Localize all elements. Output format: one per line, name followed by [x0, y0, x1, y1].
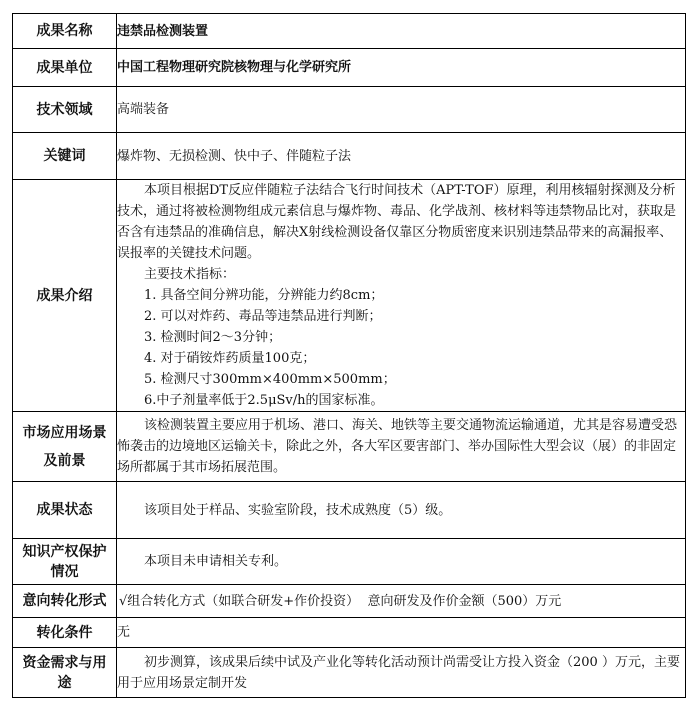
- indicator-item: 2. 可以对炸药、毒品等违禁品进行判断；: [144, 309, 382, 324]
- label-field: 技术领域: [13, 87, 117, 133]
- indicator-item: 1. 具备空间分辨功能，分辨能力约8cm；: [144, 288, 384, 303]
- value-status: [117, 482, 686, 539]
- value-unit: 中国工程物理研究院核物理与化学研究所: [117, 49, 686, 87]
- indicators-title: 主要技术指标：: [144, 267, 236, 282]
- value-ip: [117, 539, 686, 585]
- row-status: [13, 482, 686, 539]
- label-funding-line1: 资金需求与用: [22, 654, 107, 671]
- value-transfer-form: √组合转化方式（如联合研发+作价投资） 意向研发及作价金额（500）万元: [117, 585, 686, 618]
- row-transfer-form: [13, 585, 686, 618]
- indicator-item: 3. 检测时间2～3分钟；: [144, 330, 282, 345]
- label-market-line1: 市场应用场景: [22, 424, 107, 441]
- ip-text: 本项目未申请相关专利。: [144, 554, 288, 569]
- value-keywords: 爆炸物、无损检测、快中子、伴随粒子法: [117, 133, 686, 180]
- value-funding: [117, 648, 686, 698]
- market-text: 该检测装置主要应用于机场、港口、海关、地铁等主要交通物流运输通道，尤其是容易遭受恐怖袭击的边境地区运输关卡，除此之外，各大军区要害部门、举办国际性大型会议（展）的非固定场所都属于其市场拓展范围。: [117, 418, 678, 475]
- label-market-line2: 及前景: [43, 452, 86, 469]
- value-field: 高端装备: [117, 87, 686, 133]
- row-market: [13, 412, 686, 482]
- label-keywords: 关键词: [13, 133, 117, 180]
- label-intro: 成果介绍: [13, 180, 117, 412]
- row-keywords: [13, 133, 686, 180]
- value-intro: [117, 180, 686, 412]
- label-ip-line1: 知识产权保护: [22, 543, 107, 560]
- label-funding: [13, 648, 117, 698]
- row-intro: [13, 180, 686, 412]
- row-field: [13, 87, 686, 133]
- funding-text: 初步测算，该成果后续中试及产业化等转化活动预计尚需受让方投入资金（200 ）万元，主要用于应用场景定制开发: [117, 654, 680, 691]
- row-name: [13, 14, 686, 49]
- achievement-form-table: [12, 13, 686, 698]
- indicator-item: 6.中子剂量率低于2.5μSv/h的国家标准。: [144, 393, 384, 408]
- label-conditions: 转化条件: [13, 618, 117, 648]
- row-ip: [13, 539, 686, 585]
- value-name: 违禁品检测装置: [117, 14, 686, 49]
- label-market: [13, 412, 117, 482]
- label-name: 成果名称: [13, 14, 117, 49]
- label-ip: [13, 539, 117, 585]
- label-ip-line2: 情况: [50, 563, 79, 580]
- label-transfer-form: 意向转化形式: [13, 585, 117, 618]
- value-market: [117, 412, 686, 482]
- row-unit: [13, 49, 686, 87]
- intro-paragraph: 本项目根据DT反应伴随粒子法结合飞行时间技术（APT-TOF）原理，利用核辐射探测及分析技术，通过将被检测物组成元素信息与爆炸物、毒品、化学战剂、核材料等违禁物品比对，获取是否含有违禁品的准确信息，解决X射线检测设备仅靠区分物质密度来识别违禁品带来的高漏报率、误报率的关键技术问题。: [117, 183, 677, 261]
- row-funding: [13, 648, 686, 698]
- indicator-item: 4. 对于硝铵炸药质量100克；: [144, 351, 316, 366]
- status-text: 该项目处于样品、实验室阶段，技术成熟度（5）级。: [144, 502, 452, 518]
- indicator-item: 5. 检测尺寸300mm×400mm×500mm；: [144, 372, 396, 387]
- label-funding-line2: 途: [57, 674, 72, 691]
- row-conditions: [13, 618, 686, 648]
- label-unit: 成果单位: [13, 49, 117, 87]
- label-status: 成果状态: [13, 482, 117, 539]
- value-conditions: 无: [117, 618, 686, 648]
